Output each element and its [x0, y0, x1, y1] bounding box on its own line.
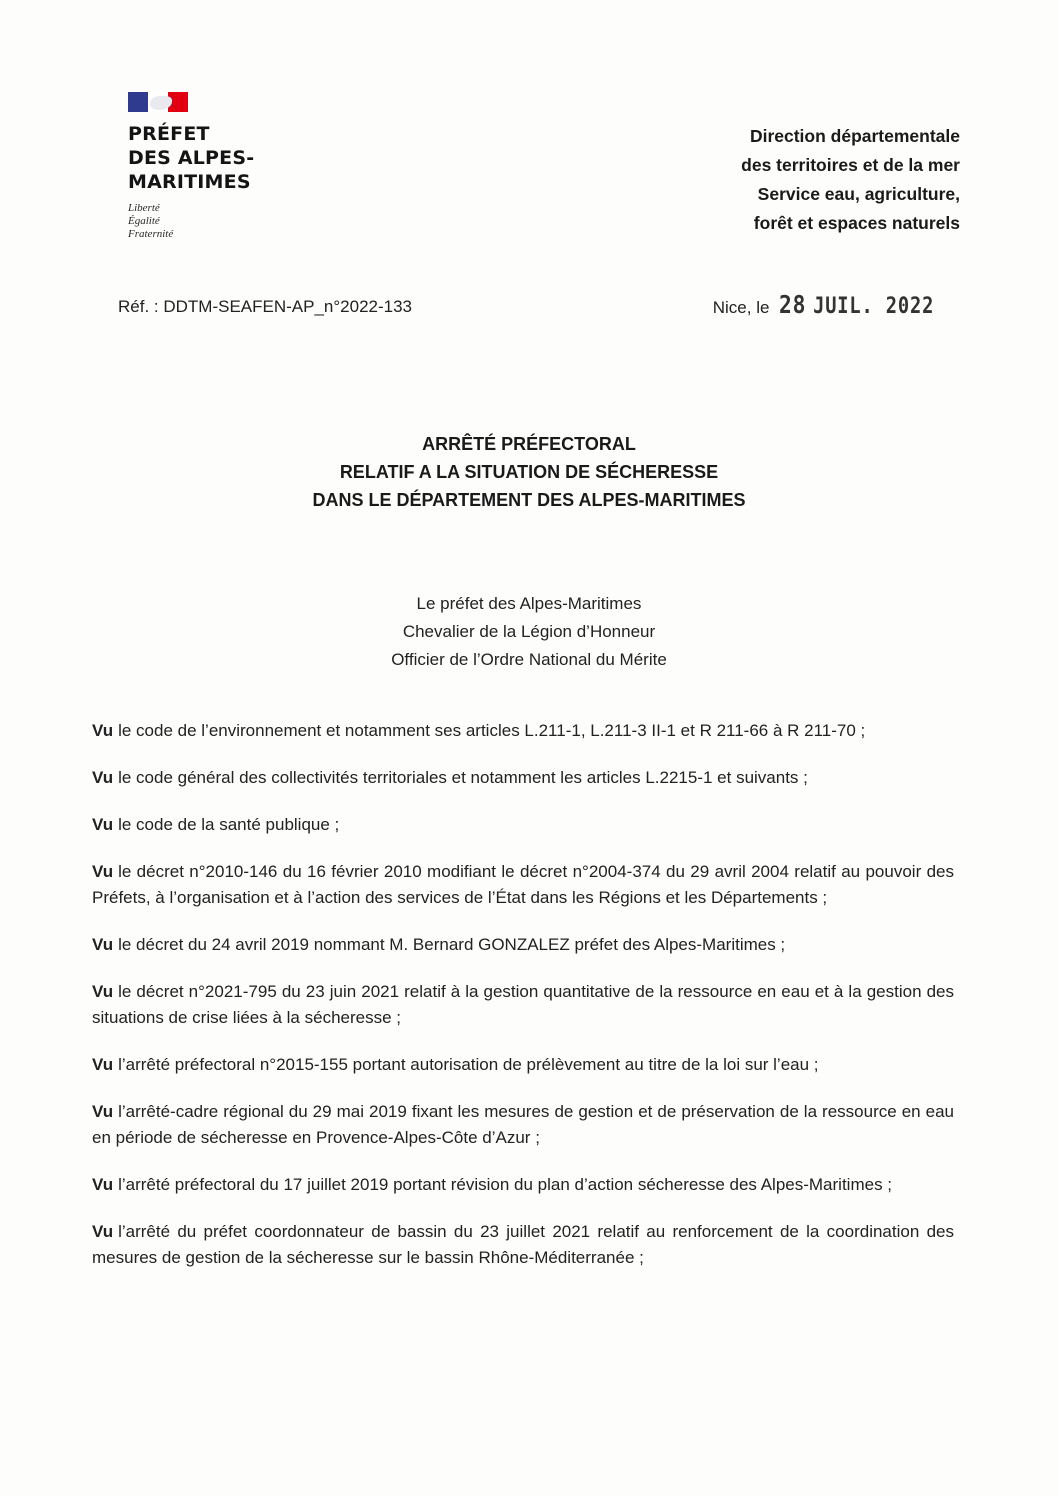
consideration-text: l’arrêté préfectoral n°2015-155 portant autorisation de prélèvement au titre de la loi sur l’eau ; [118, 1055, 819, 1074]
vu-keyword: Vu [92, 1102, 114, 1121]
document-title [0, 430, 1058, 514]
consideration-text: l’arrêté préfectoral du 17 juillet 2019 portant révision du plan d’action sécheresse des Alpes-Maritimes ; [118, 1175, 893, 1194]
devise-liberte: Liberté [128, 202, 160, 214]
issuer-block [0, 590, 1058, 674]
vu-keyword: Vu [92, 768, 114, 787]
issuing-service [741, 122, 960, 238]
consideration-item [92, 765, 954, 791]
document-date [713, 290, 962, 319]
consideration-text: le décret n°2021-795 du 23 juin 2021 relatif à la gestion quantitative de la ressource en eau et à la gestion des situations de crise liées à la sécheresse ; [92, 982, 954, 1027]
direction-line-1: Direction départementale [749, 126, 960, 146]
vu-keyword: Vu [92, 935, 114, 954]
devise-fraternite: Fraternité [128, 228, 174, 240]
vu-keyword: Vu [92, 815, 114, 834]
consideration-text: le code de l’environnement et notamment ses articles L.211-1, L.211-3 II-1 et R 211-66 à R 211-70 ; [118, 721, 866, 740]
vu-keyword: Vu [92, 721, 114, 740]
vu-keyword: Vu [92, 1055, 114, 1074]
consideration-item [92, 1219, 954, 1271]
marianne-flag-icon [128, 92, 188, 112]
consideration-item [92, 932, 954, 958]
prefecture-logo [128, 92, 298, 241]
issuer-line-2: Chevalier de la Légion d’Honneur [402, 622, 656, 641]
issuer-line-3: Officier de l’Ordre National du Mérite [391, 650, 667, 669]
consideration-text: l’arrêté du préfet coordonnateur de bassin du 23 juillet 2021 relatif au renforcement de la coordination des mesures de gestion de la sécheresse sur le bassin Rhône-Méditerranée ; [92, 1222, 954, 1267]
document-reference: Réf. : DDTM-SEAFEN-AP_n°2022-133 [118, 297, 413, 316]
consideration-text: le code de la santé publique ; [118, 815, 340, 834]
direction-line-2: des territoires et de la mer [741, 155, 960, 175]
consideration-item [92, 1099, 954, 1151]
direction-line-3: Service eau, agriculture, [757, 184, 960, 204]
prefet-line-1: PRÉFET [128, 123, 210, 145]
consideration-text: le décret du 24 avril 2019 nommant M. Bernard GONZALEZ préfet des Alpes-Maritimes ; [118, 935, 786, 954]
consideration-text: le code général des collectivités territoriales et notamment les articles L.2215-1 et suivants ; [118, 768, 808, 787]
consideration-item [92, 718, 954, 744]
prefet-line-3: MARITIMES [128, 171, 251, 193]
devise [128, 202, 298, 241]
vu-keyword: Vu [92, 862, 114, 881]
issuer-line-1: Le préfet des Alpes-Maritimes [416, 594, 642, 613]
consideration-item [92, 859, 954, 911]
vu-keyword: Vu [92, 1175, 114, 1194]
title-line-2: RELATIF A LA SITUATION DE SÉCHERESSE [339, 462, 719, 482]
date-month-year: JUIL. 2022 [813, 294, 935, 319]
vu-keyword: Vu [92, 982, 114, 1001]
consideration-text: le décret n°2010-146 du 16 février 2010 modifiant le décret n°2004-374 du 29 avril 2004 relatif au pouvoir des Préfets, à l’organisation et à l’action des services de l’État dans les Régions et les Départements ; [92, 862, 954, 907]
title-line-1: ARRÊTÉ PRÉFECTORAL [422, 434, 636, 454]
prefet-line-2: DES ALPES- [128, 147, 255, 169]
vu-keyword: Vu [92, 1222, 114, 1241]
consideration-item [92, 812, 954, 838]
date-stamp [779, 290, 934, 319]
consideration-item [92, 979, 954, 1031]
devise-egalite: Égalité [128, 215, 160, 227]
considerations-list [92, 718, 954, 1292]
direction-line-4: forêt et espaces naturels [753, 213, 960, 233]
consideration-item [92, 1052, 954, 1078]
consideration-item [92, 1172, 954, 1198]
date-day: 28 [779, 290, 807, 319]
date-prefix: Nice, le [712, 298, 770, 317]
title-line-3: DANS LE DÉPARTEMENT DES ALPES-MARITIMES [312, 490, 746, 510]
consideration-text: l’arrêté-cadre régional du 29 mai 2019 fixant les mesures de gestion et de préservation de la ressource en eau en période de sécheresse en Provence-Alpes-Côte d’Azur ; [92, 1102, 954, 1147]
